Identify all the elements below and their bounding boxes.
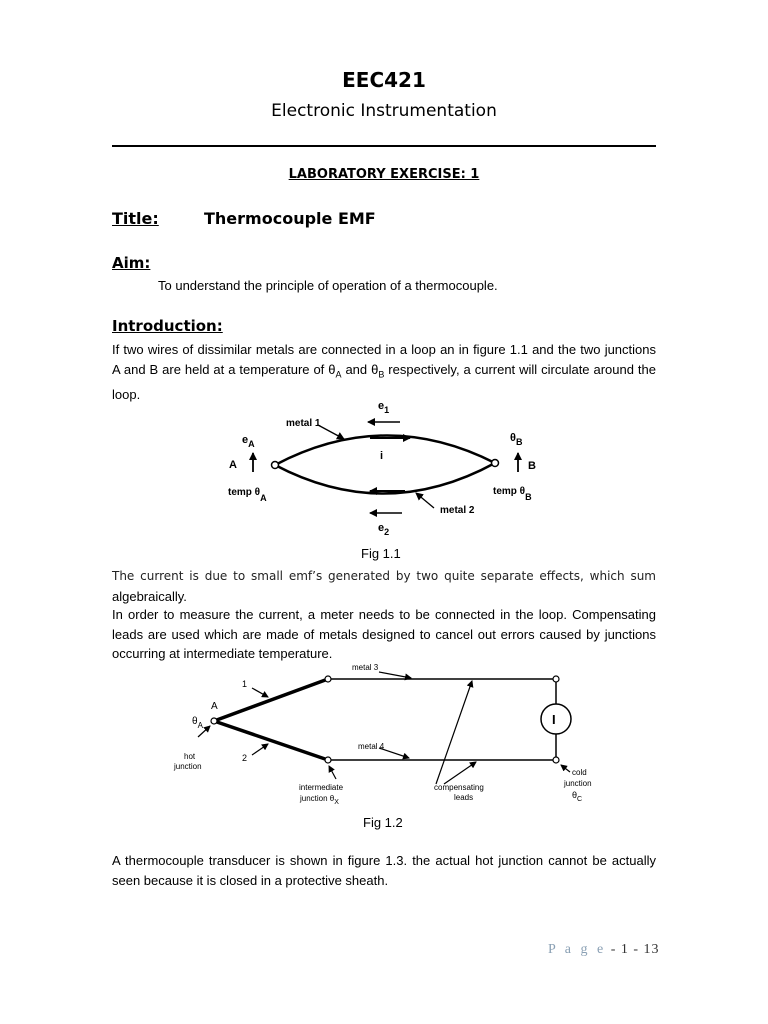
intro-paragraph-2 [112, 566, 656, 606]
p2-part-b: algebraically. [112, 588, 187, 604]
intermediate-label-2: junction θX [300, 794, 339, 806]
hot-junction-node [211, 718, 217, 724]
hot-junction-label-2: junction [174, 762, 202, 771]
intermediate-label-1: intermediate [299, 783, 344, 792]
temp-b-label: temp θB [493, 486, 532, 502]
metal4-label: metal 4 [358, 742, 385, 751]
cold-node-bottom [553, 757, 559, 763]
cold-junction-label-1: cold [572, 768, 587, 777]
intermediate-node-bottom [325, 757, 331, 763]
wire-1 [214, 679, 328, 721]
title-label: Title: [112, 209, 159, 228]
node-a-label-2: A [211, 701, 218, 712]
header-rule [112, 145, 656, 147]
metal1-leader [318, 425, 344, 439]
wire-2 [214, 721, 328, 760]
course-code: EEC421 [342, 68, 426, 92]
page-word: P a g e [548, 942, 607, 957]
junction-a [272, 462, 279, 469]
junction-b [492, 460, 499, 467]
page-number: - 1 - 13 [606, 942, 660, 957]
metal3-label: metal 3 [352, 663, 379, 672]
p2-part-a: The current is due to small emf’s generated by two quite separate effects, which sum [112, 569, 656, 583]
metal2-label: metal 2 [440, 505, 475, 516]
p1-sub-b: B [378, 369, 385, 380]
figure-1-2 [174, 662, 616, 812]
fig-1-2-caption: Fig 1.2 [363, 815, 403, 830]
meter-label: I [552, 712, 556, 727]
aim-text: To understand the principle of operation of a thermocouple. [158, 278, 498, 293]
course-name: Electronic Instrumentation [271, 101, 497, 121]
node-a-label: A [229, 459, 237, 471]
thetaa-label: $\theta_A$ [192, 716, 203, 730]
wire1-label: 1 [242, 679, 248, 689]
page-footer [548, 942, 660, 958]
aim-label: Aim: [112, 254, 151, 272]
wire1-leader [252, 688, 268, 697]
e2-label: $e_2$ [378, 522, 390, 537]
compensating-label-2: leads [454, 793, 474, 802]
current-label: i [380, 450, 384, 462]
intro-paragraph-4: A thermocouple transducer is shown in figure 1.3. the actual hot junction cannot be actually seen because it is closed in a protective sheath. [112, 853, 656, 888]
metal2-wire [275, 463, 495, 494]
node-b-label: B [528, 460, 536, 472]
wire2-label: 2 [242, 753, 248, 763]
intermediate-node-top [325, 676, 331, 682]
p1-part-c: respectively, a current will circulate around the loop. [112, 361, 656, 402]
metal3-leader [379, 672, 411, 678]
metal1-label: metal 1 [286, 418, 321, 429]
p1-sub-a: A [335, 369, 342, 380]
ea-label: $e_A$ [242, 434, 255, 449]
thetac-label: $\theta_C$ [572, 790, 583, 803]
title-text: Thermocouple EMF [204, 209, 376, 228]
metal1-wire [275, 435, 495, 465]
intro-paragraph-3: In order to measure the current, a meter needs to be connected in the loop. Compensating leads are used which are made of metals designed to cancel out errors caused by junctions occurring at intermediate temperature. [112, 607, 656, 661]
cold-leader [561, 765, 570, 772]
comp-leader-2 [444, 762, 476, 784]
meter-symbol [541, 704, 571, 734]
hot-junction-label-1: hot [184, 752, 196, 761]
intermediate-leader [329, 766, 336, 779]
metal2-leader [416, 493, 434, 508]
figure-1-1 [220, 395, 550, 545]
p1-part-a: If two wires of dissimilar metals are connected in a loop an in figure 1.1 and the two junctions A and B are held at a temperature of θ [112, 342, 656, 377]
cold-junction-label-2: junction [564, 779, 592, 788]
e1-label: $e_1$ [378, 400, 390, 415]
fig-1-1-caption: Fig 1.1 [361, 546, 401, 561]
cold-node-top [553, 676, 559, 682]
compensating-label-1: compensating [434, 783, 484, 792]
temp-a-label: temp θA [228, 487, 267, 503]
p1-part-b: and θ [341, 361, 379, 377]
wire2-leader [252, 744, 268, 755]
lab-exercise-heading: LABORATORY EXERCISE: 1 [288, 167, 480, 182]
introduction-label: Introduction: [112, 317, 223, 335]
thetab-label: $\theta_B$ [510, 432, 523, 447]
